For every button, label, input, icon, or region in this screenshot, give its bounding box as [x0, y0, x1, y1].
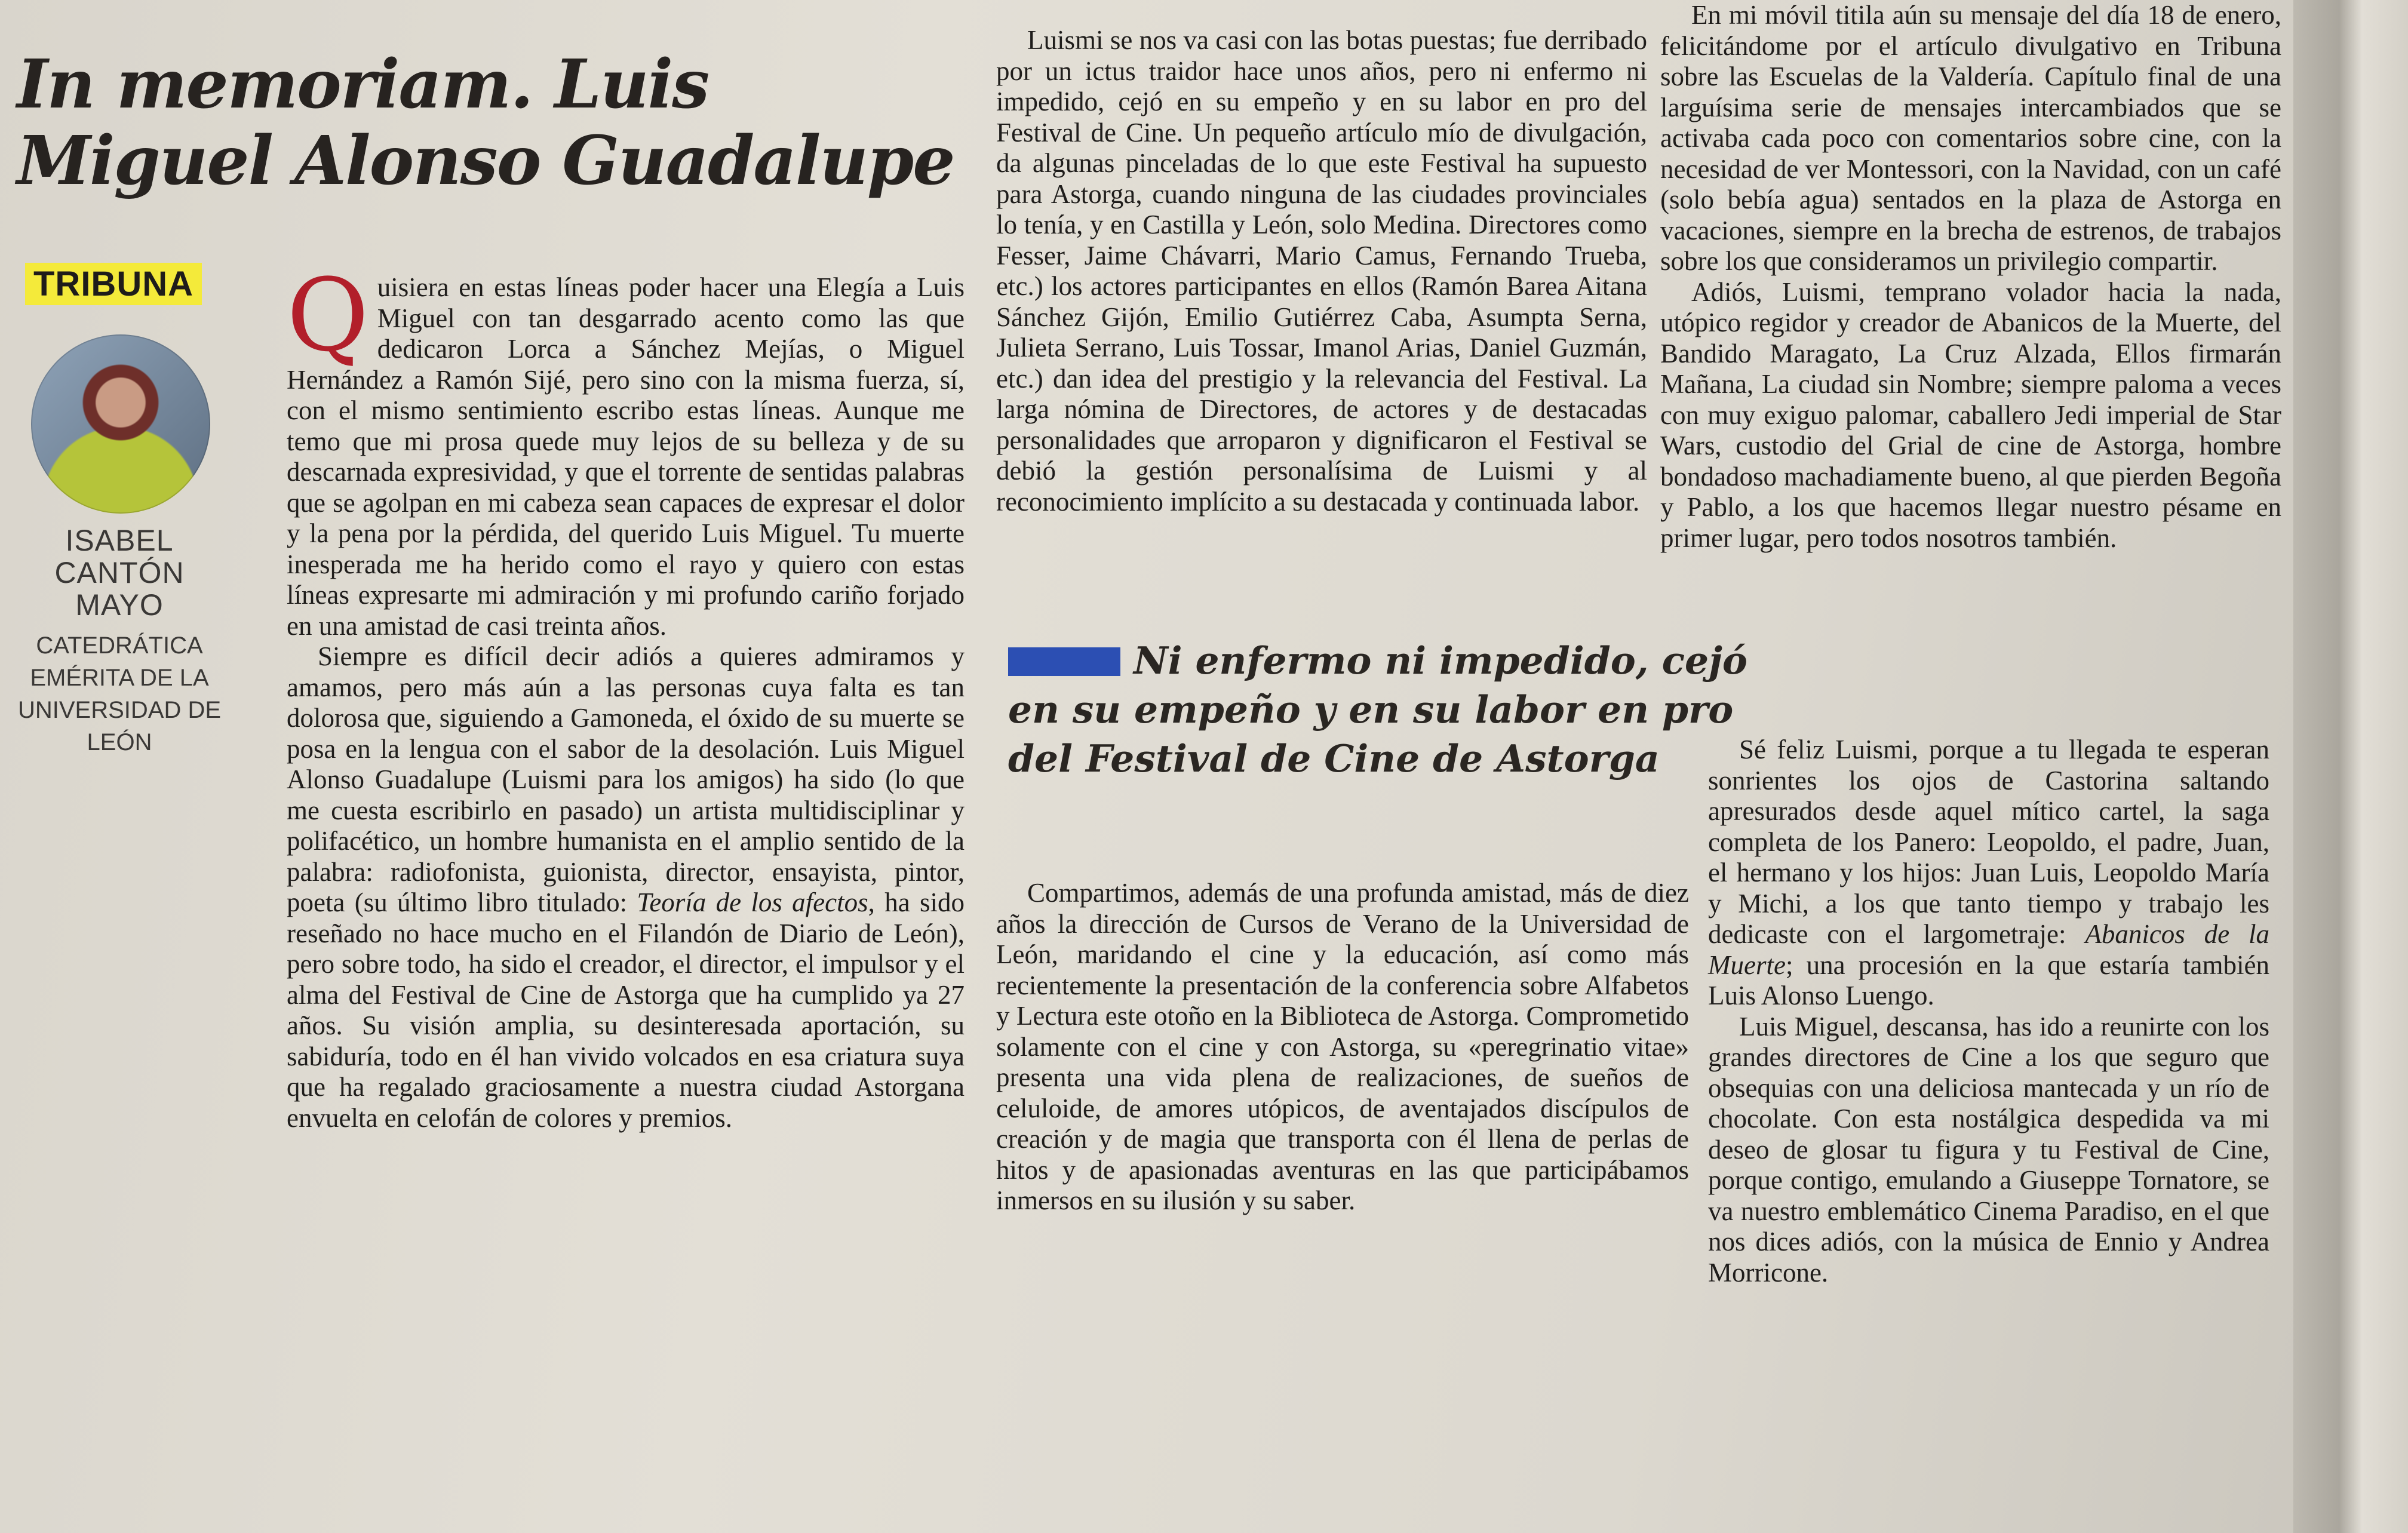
paragraph: [287, 257, 965, 641]
author-photo: [31, 334, 210, 514]
paragraph: Luismi se nos va casi con las botas puestas; fue derribado por un ictus traidor hace unos años, pero ni enfermo ni impedido, cejó en su empeño y en su labor en pro del Festival de Cine. Un pequeño artículo mío de divulgación, da algunas pinceladas de lo que este Festival ha supuesto para Astorga, cuando ninguna de las ciudades provinciales lo tenía, y en Castilla y León, solo Medina. Directores como Fesser, Jaime Chávarri, Mario Camus, Fernando Trueba, etc.) los actores participantes en ellos (Ramón Barea Aitana Sánchez Gijón, Emilio Gutiérrez Caba, Asumpta Serna, Julieta Serrano, Luis Tossar, Imanol Arias, Daniel Guzmán, etc.) dan idea del prestigio y la relevancia del Festival. La larga nómina de Directores, de actores y de destacadas personalidades que arroparon y dignificaron el Festival se debió la gestión personalísima de Luismi y al reconocimiento implícito a su destacada y continuada labor.: [996, 25, 1647, 517]
paragraph-text: Sé feliz Luismi, porque a tu llegada te esperan sonrientes los ojos de Castorina saltando apresurados desde aquel mítico cartel, la saga completa de los Panero: Leopoldo, el padre, Juan, el hermano y los hijos: Juan Luis, Leopoldo María y Michi, a los que tanto tiempo y trabajo les dedicaste con el largometraje:: [1708, 735, 2269, 949]
paragraph: [287, 641, 965, 1133]
author-name: ISABEL CANTÓN MAYO: [54, 524, 185, 622]
column-2-continued: [996, 878, 1689, 1216]
paragraph-text: uisiera en estas líneas poder hacer una Elegía a Luis Miguel con tan desgarrado acento como las que dedicaron Lorca a Sánchez Mejías, o Miguel Hernández a Ramón Sijé, pero sino con la misma fuerza, sí, con el mismo sentimiento escribo estas líneas. Aunque me temo que mi prosa quede muy lejos de su belleza y de su descarnada expresividad, y que el torrente de sentidas palabras que se agolpan en mi cabeza sean capaces de expresar el dolor y la pena por la pérdida, del querido Luis Miguel. Tu muerte inesperada me ha herido como el rayo y quiero con estas líneas expresarte mi admiración y mi profundo cariño forjado en una amistad de casi treinta años.: [287, 272, 965, 641]
pull-quote-text: Ni enfermo ni impedido, cejó en su empeño y en su labor en pro del Festival de Cine de Astorga: [1008, 638, 1747, 781]
author-role: CATEDRÁTICA EMÉRITA DE LA UNIVERSIDAD DE LEÓN: [17, 632, 222, 755]
book-title: Teoría de los afectos: [637, 887, 868, 917]
column-3-continued: [1708, 735, 2269, 1288]
author-byline: [12, 524, 227, 758]
column-2: [996, 25, 1647, 517]
film-title: Abanicos de la Muerte: [1708, 919, 2270, 980]
paragraph: Luis Miguel, descansa, has ido a reunirte con los grandes directores de Cine a los que seguro que obsequias con una deliciosa mantecada y un río de chocolate. Con esta nostálgica despedida va mi deseo de glosar tu figura y tu Festival de Cine, porque contigo, emulando a Giuseppe Tornatore, se va nuestro emblemático Cinema Paradiso, en el que nos dices adiós, con la música de Ennio y Andrea Morricone.: [1708, 1011, 2269, 1288]
pull-quote: [1008, 636, 1784, 783]
next-page-edge: [2293, 0, 2408, 1533]
paragraph: Adiós, Luismi, temprano volador hacia la nada, utópico regidor y creador de Abanicos de la Muerte, del Bandido Maragato, La Cruz Alzada, Ellos firmarán Mañana, La ciudad sin Nombre; siempre paloma a veces con muy exiguo palomar, caballero Jedi imperial de Star Wars, custodio del Grial de cine de Astorga, hombre bondadoso machadiamente bueno, al que pierden Begoña y Pablo, a los que hacemos llegar nuestro pésame en primer lugar, pero todos nosotros también.: [1660, 277, 2281, 553]
paragraph-text: , ha sido reseñado no hace mucho en el Filandón de Diario de León), pero sobre todo, ha sido el creador, el director, el impulsor y el alma del Festival de Cine de Astorga que ha cumplido ya 27 años. Su visión amplia, su desinteresada aportación, su sabiduría, todo en él han vivido volcados en esa criatura suya que ha regalado graciosamente a nuestra ciudad Astorgana envuelta en celofán de colores y premios.: [287, 887, 965, 1133]
paragraph: En mi móvil titila aún su mensaje del día 18 de enero, felicitándome por el artículo divulgativo en Tribuna sobre las Escuelas de la Valdería. Capítulo final de una larguísima serie de mensajes intercambiados que se activaba cada poco con comentarios sobre cine, con la necesidad de ver Montessori, con la Navidad, con un café (solo bebía agua) sentados en la plaza de Astorga en vacaciones, siempre en la brecha de estrenos, de trabajos sobre los que consideramos un privilegio compartir.: [1660, 0, 2281, 276]
pull-quote-bar: [1008, 647, 1120, 676]
paragraph: Compartimos, además de una profunda amistad, más de diez años la dirección de Cursos de Verano de la Universidad de León, maridando el cine y la educación, así como más recientemente la presentación de la conferencia sobre Alfabetos y Lectura este otoño en la Biblioteca de Astorga. Comprometido solamente con el cine y con Astorga, su «peregrinatio vitae» presenta una vida plena de realizaciones, de sueños de celuloide, de amores utópicos, de aventajados discípulos de creación y de magia que transporta con él llena de perlas de hitos y de apasionadas aventuras en las que participábamos inmersos en su ilusión y su saber.: [996, 878, 1689, 1215]
headline: In memoriam. Luis Miguel Alonso Guadalupe: [17, 45, 954, 200]
section-tag: TRIBUNA: [25, 263, 202, 305]
drop-cap: Q: [287, 257, 369, 374]
paragraph-text: ; una procesión en la que estaría también Luis Alonso Luengo.: [1708, 950, 2269, 1010]
paragraph: [1708, 735, 2269, 1012]
paragraph-text: Siempre es difícil decir adiós a quieres admiramos y amamos, pero más aún a las personas cuya falta es tan dolorosa que, siguiendo a Gamoneda, el óxido de su muerte se posa en la lengua con el sabor de la desolación. Luis Miguel Alonso Guadalupe (Luismi para los amigos) ha sido (lo que me cuesta escribirlo en pasado) un artista multidisciplinar y polifacético, un hombre humanista en el amplio sentido de la palabra: radiofonista, guionista, director, ensayista, pintor, poeta (su último libro titulado:: [287, 641, 965, 917]
column-1: [287, 257, 965, 1133]
column-3: [1660, 0, 2281, 554]
